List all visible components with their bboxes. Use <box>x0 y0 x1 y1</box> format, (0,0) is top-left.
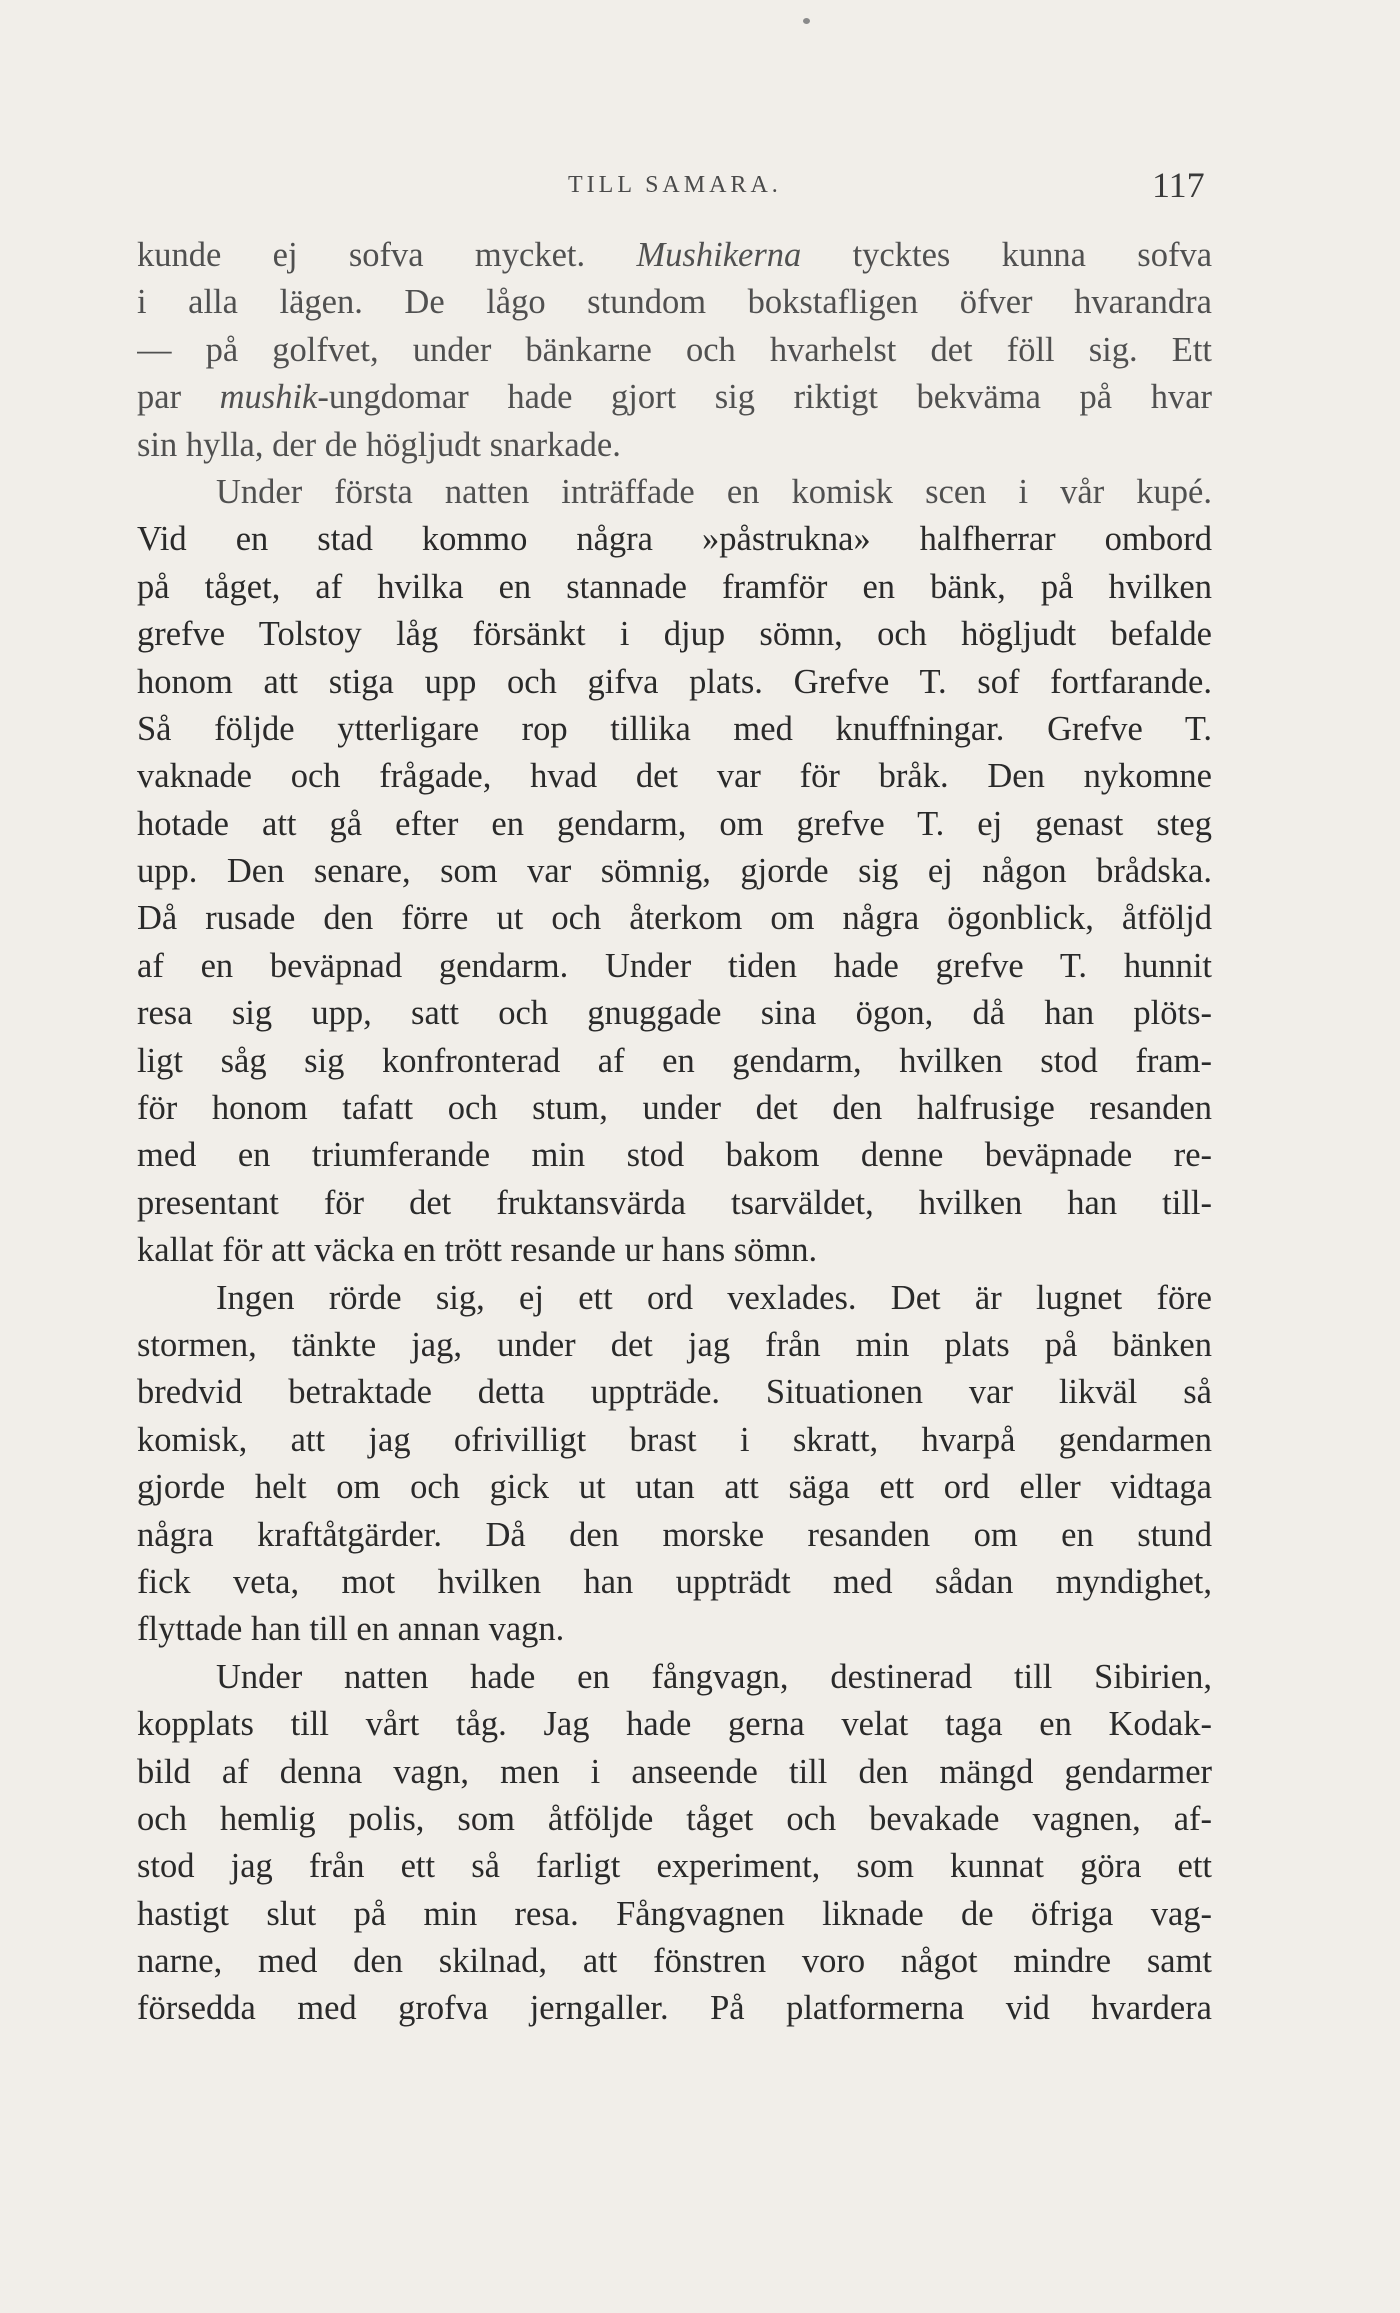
text-line <box>137 990 1212 1037</box>
italic-text: mushik <box>219 378 318 417</box>
text-span: kopplats till vårt tåg. Jag hade gerna velat taga en Kodak- <box>137 1705 1212 1744</box>
text-line <box>137 801 1212 848</box>
text-line <box>137 1654 1212 1701</box>
text-line <box>137 232 1212 279</box>
text-span: Under natten hade en fångvagn, destinerad till Sibirien, <box>216 1657 1212 1696</box>
text-span: af en beväpnad gendarm. Under tiden hade grefve T. hunnit <box>137 946 1212 985</box>
text-line <box>137 1417 1212 1464</box>
text-line <box>137 1464 1212 1511</box>
text-line <box>137 611 1212 658</box>
text-span: för honom tafatt och stum, under det den halfrusige resanden <box>137 1089 1212 1128</box>
text-span: gjorde helt om och gick ut utan att säga ett ord eller vidtaga <box>137 1468 1212 1507</box>
text-span: resa sig upp, satt och gnuggade sina ögon, då han plöts- <box>137 994 1212 1033</box>
text-span: par <box>137 378 220 417</box>
text-span: några kraftåtgärder. Då den morske resanden om en stund <box>137 1515 1212 1554</box>
text-line <box>137 895 1212 942</box>
text-line <box>137 1606 1212 1653</box>
text-line <box>137 1085 1212 1132</box>
text-line <box>137 422 1212 469</box>
text-line <box>137 1985 1212 2032</box>
text-span: Då rusade den förre ut och återkom om några ögonblick, åtföljd <box>137 899 1212 938</box>
text-line <box>137 1132 1212 1179</box>
text-line <box>137 374 1212 421</box>
text-span: sin hylla, der de högljudt snarkade. <box>137 425 621 464</box>
text-span: honom att stiga upp och gifva plats. Grefve T. sof fortfarande. <box>137 662 1212 701</box>
text-span: Ingen rörde sig, ej ett ord vexlades. Det är lugnet före <box>216 1278 1212 1317</box>
text-line <box>137 516 1212 563</box>
text-span: tycktes kunna sofva <box>801 236 1212 274</box>
text-span: bild af denna vagn, men i anseende till den mängd gendarmer <box>137 1752 1212 1791</box>
text-span: med en triumferande min stod bakom denne beväpnade re- <box>137 1136 1212 1175</box>
text-span: bredvid betraktade detta uppträde. Situationen var likväl så <box>137 1373 1212 1412</box>
text-span: hastigt slut på min resa. Fångvagnen liknade de öfriga vag- <box>137 1894 1212 1933</box>
text-line <box>137 1227 1212 1274</box>
text-span: fick veta, mot hvilken han uppträdt med sådan myndighet, <box>137 1562 1212 1601</box>
text-line <box>137 753 1212 800</box>
page-speck <box>803 18 810 24</box>
text-line <box>137 1512 1212 1559</box>
text-span: försedda med grofva jerngaller. På platformerna vid hvardera <box>137 1989 1212 2028</box>
text-span: i alla lägen. De lågo stundom bokstafligen öfver hvarandra <box>137 283 1212 322</box>
page-number: 117 <box>1152 165 1205 205</box>
text-span: på tåget, af hvilka en stannade framför en bänk, på hvilken <box>137 567 1212 606</box>
text-span: ligt såg sig konfronterad af en gendarm, hvilken stod fram- <box>137 1041 1212 1080</box>
text-line <box>137 1938 1212 1985</box>
text-span: vaknade och frågade, hvad det var för bråk. Den nykomne <box>137 757 1212 796</box>
running-head: TILL SAMARA. <box>568 172 782 198</box>
text-line <box>137 564 1212 611</box>
text-span: kunde ej sofva mycket. <box>137 236 637 274</box>
text-line <box>137 1275 1212 1322</box>
text-span: Vid en stad kommo några »påstrukna» halfherrar ombord <box>137 520 1212 559</box>
text-line <box>137 848 1212 895</box>
text-span: stod jag från ett så farligt experiment, som kunnat göra ett <box>137 1847 1212 1886</box>
text-span: narne, med den skilnad, att fönstren voro något mindre samt <box>137 1942 1212 1981</box>
text-line <box>137 1843 1212 1890</box>
text-line <box>137 943 1212 990</box>
text-span: presentant för det fruktansvärda tsarväldet, hvilken han till- <box>137 1183 1212 1222</box>
text-line <box>137 1559 1212 1606</box>
text-span: och hemlig polis, som åtföljde tåget och bevakade vagnen, af- <box>137 1799 1212 1838</box>
text-span: upp. Den senare, som var sömnig, gjorde sig ej någon brådska. <box>137 852 1212 891</box>
body-text <box>137 232 1212 2033</box>
text-span: -ungdomar hade gjort sig riktigt bekväma på hvar <box>317 378 1212 417</box>
text-line <box>137 1891 1212 1938</box>
text-line <box>137 469 1212 516</box>
text-line <box>137 1701 1212 1748</box>
text-line <box>137 1796 1212 1843</box>
italic-text: Mushikerna <box>636 236 802 274</box>
text-line <box>137 1180 1212 1227</box>
text-span: Så följde ytterligare rop tillika med knuffningar. Grefve T. <box>137 709 1212 748</box>
text-span: — på golfvet, under bänkarne och hvarhelst det föll sig. Ett <box>137 330 1212 369</box>
text-line <box>137 279 1212 326</box>
text-line <box>137 327 1212 374</box>
text-line <box>137 1038 1212 1085</box>
text-span: flyttade han till en annan vagn. <box>137 1610 565 1649</box>
text-span: kallat för att väcka en trött resande ur hans sömn. <box>137 1231 818 1270</box>
text-line <box>137 1369 1212 1416</box>
text-span: grefve Tolstoy låg försänkt i djup sömn, och högljudt befalde <box>137 615 1212 654</box>
text-line <box>137 1749 1212 1796</box>
text-line <box>137 1322 1212 1369</box>
text-span: hotade att gå efter en gendarm, om grefve T. ej genast steg <box>137 804 1212 843</box>
text-span: Under första natten inträffade en komisk scen i vår kupé. <box>216 472 1212 511</box>
text-line <box>137 706 1212 753</box>
text-span: stormen, tänkte jag, under det jag från min plats på bänken <box>137 1325 1212 1364</box>
text-span: komisk, att jag ofrivilligt brast i skratt, hvarpå gendarmen <box>137 1420 1212 1459</box>
text-line <box>137 659 1212 706</box>
